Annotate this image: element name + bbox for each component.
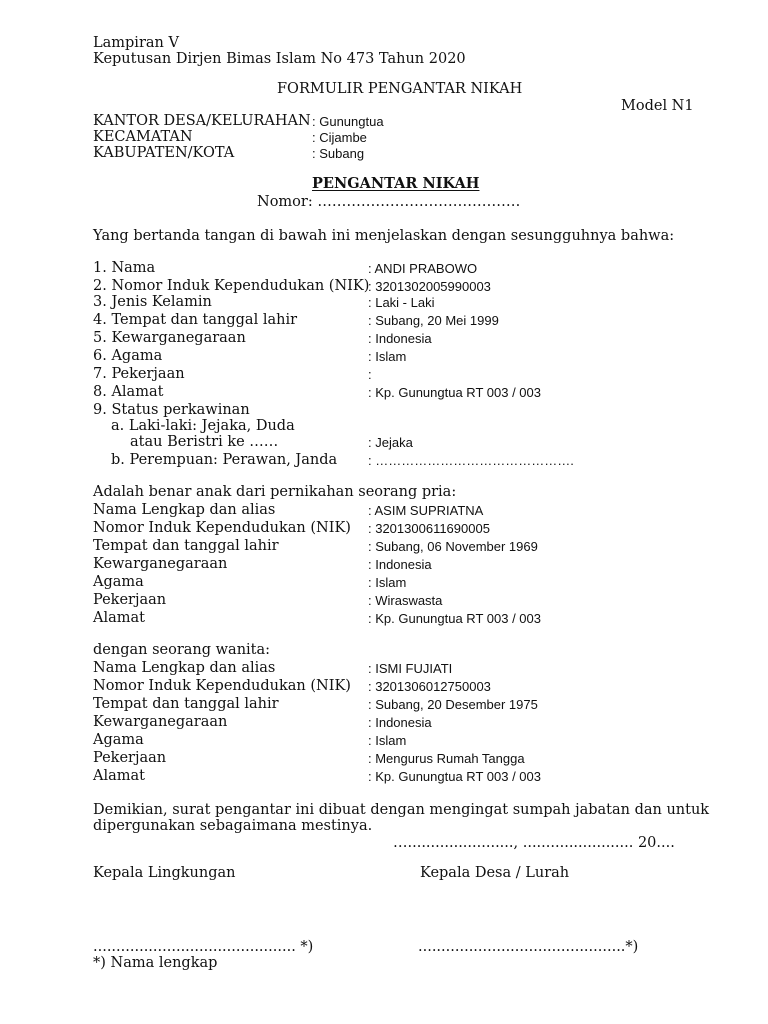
signer-right-title: Kepala Desa / Lurah bbox=[420, 865, 570, 881]
office-label-kecamatan: KECAMATAN bbox=[93, 129, 193, 145]
office-label-desa: KANTOR DESA/KELURAHAN bbox=[93, 113, 311, 129]
mother-value-name: : ISMI FUJIATI bbox=[368, 661, 453, 676]
father-value-address: : Kp. Gunungtua RT 003 / 003 bbox=[368, 611, 541, 626]
place-date-line: …......................., ........................ 20.... bbox=[393, 835, 675, 851]
father-label-citizenship: Kewarganegaraan bbox=[93, 556, 228, 572]
mother-label-citizenship: Kewarganegaraan bbox=[93, 714, 228, 730]
form-title: FORMULIR PENGANTAR NIKAH bbox=[277, 81, 523, 97]
office-label-kabupaten: KABUPATEN/KOTA bbox=[93, 145, 235, 161]
model-label: Model N1 bbox=[621, 98, 694, 114]
subject-label-name: 1. Nama bbox=[93, 260, 156, 276]
subject-value-occupation: : bbox=[368, 367, 372, 382]
marital-status-label: 9. Status perkawinan bbox=[93, 402, 250, 418]
father-value-name: : ASIM SUPRIATNA bbox=[368, 503, 484, 518]
marital-male-wife-count: atau Beristri ke …… bbox=[130, 434, 279, 450]
mother-value-religion: : Islam bbox=[368, 733, 407, 748]
father-value-occupation: : Wiraswasta bbox=[368, 593, 443, 608]
attachment-label: Lampiran V bbox=[93, 35, 179, 51]
father-label-address: Alamat bbox=[93, 610, 145, 626]
closing-line-1: Demikian, surat pengantar ini dibuat dengan mengingat sumpah jabatan dan untuk bbox=[93, 802, 710, 818]
marital-female-options: b. Perempuan: Perawan, Janda bbox=[111, 452, 338, 468]
subject-value-religion: : Islam bbox=[368, 349, 407, 364]
subject-label-birth: 4. Tempat dan tanggal lahir bbox=[93, 312, 298, 328]
mother-label-nik: Nomor Induk Kependudukan (NIK) bbox=[93, 678, 351, 694]
mother-intro: dengan seorang wanita: bbox=[93, 642, 271, 658]
marital-female-value: : ………………………………………. bbox=[368, 453, 574, 468]
father-label-name: Nama Lengkap dan alias bbox=[93, 502, 276, 518]
father-label-birth: Tempat dan tanggal lahir bbox=[93, 538, 279, 554]
mother-label-address: Alamat bbox=[93, 768, 145, 784]
intro-statement: Yang bertanda tangan di bawah ini menjelaskan dengan sesungguhnya bahwa: bbox=[93, 228, 675, 244]
marital-male-options: a. Laki-laki: Jejaka, Duda bbox=[111, 418, 295, 434]
closing-line-2: dipergunakan sebagaimana mestinya. bbox=[93, 818, 373, 834]
mother-value-citizenship: : Indonesia bbox=[368, 715, 432, 730]
mother-value-address: : Kp. Gunungtua RT 003 / 003 bbox=[368, 769, 541, 784]
decree-reference: Keputusan Dirjen Bimas Islam No 473 Tahun 2020 bbox=[93, 51, 466, 67]
subject-label-gender: 3. Jenis Kelamin bbox=[93, 294, 212, 310]
father-value-nik: : 3201300611690005 bbox=[368, 521, 490, 536]
footnote: *) Nama lengkap bbox=[93, 955, 218, 971]
office-value-kabupaten: : Subang bbox=[312, 146, 365, 161]
document-number: Nomor: …………………………………… bbox=[257, 194, 521, 210]
mother-value-birth: : Subang, 20 Desember 1975 bbox=[368, 697, 538, 712]
mother-value-nik: : 3201306012750003 bbox=[368, 679, 491, 694]
subject-label-citizenship: 5. Kewarganegaraan bbox=[93, 330, 246, 346]
marital-male-value: : Jejaka bbox=[368, 435, 413, 450]
document-title: PENGANTAR NIKAH bbox=[312, 175, 480, 192]
subject-value-gender: : Laki - Laki bbox=[368, 295, 435, 310]
mother-label-religion: Agama bbox=[93, 732, 144, 748]
subject-value-nik: : 3201302005990003 bbox=[368, 279, 491, 294]
subject-label-occupation: 7. Pekerjaan bbox=[93, 366, 185, 382]
mother-value-occupation: : Mengurus Rumah Tangga bbox=[368, 751, 525, 766]
mother-label-name: Nama Lengkap dan alias bbox=[93, 660, 276, 676]
subject-label-address: 8. Alamat bbox=[93, 384, 164, 400]
signer-left-name-line: ............................................ *) bbox=[93, 939, 314, 955]
office-value-desa: : Gunungtua bbox=[312, 114, 384, 129]
mother-label-birth: Tempat dan tanggal lahir bbox=[93, 696, 279, 712]
subject-value-name: : ANDI PRABOWO bbox=[368, 261, 478, 276]
signer-left-title: Kepala Lingkungan bbox=[93, 865, 236, 881]
father-value-religion: : Islam bbox=[368, 575, 407, 590]
subject-value-birth: : Subang, 20 Mei 1999 bbox=[368, 313, 499, 328]
subject-label-nik: 2. Nomor Induk Kependudukan (NIK) bbox=[93, 278, 370, 294]
father-label-religion: Agama bbox=[93, 574, 144, 590]
father-label-nik: Nomor Induk Kependudukan (NIK) bbox=[93, 520, 351, 536]
office-value-kecamatan: : Cijambe bbox=[312, 130, 367, 145]
signer-right-name-line: .............................................*) bbox=[418, 939, 639, 955]
subject-label-religion: 6. Agama bbox=[93, 348, 163, 364]
father-label-occupation: Pekerjaan bbox=[93, 592, 167, 608]
mother-label-occupation: Pekerjaan bbox=[93, 750, 167, 766]
subject-value-address: : Kp. Gunungtua RT 003 / 003 bbox=[368, 385, 541, 400]
father-value-citizenship: : Indonesia bbox=[368, 557, 432, 572]
father-value-birth: : Subang, 06 November 1969 bbox=[368, 539, 538, 554]
subject-value-citizenship: : Indonesia bbox=[368, 331, 432, 346]
father-intro: Adalah benar anak dari pernikahan seorang pria: bbox=[93, 484, 457, 500]
